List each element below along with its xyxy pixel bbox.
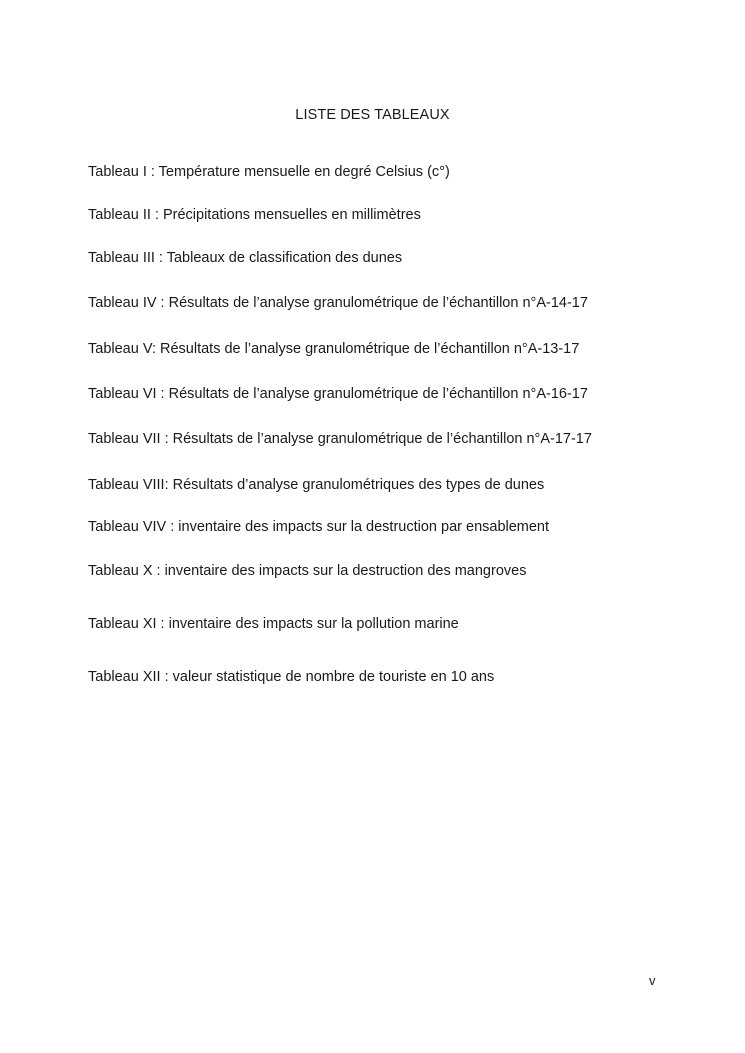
table-list-entry: Tableau IV : Résultats de l’analyse granulométrique de l’échantillon n°A-14-17 — [88, 295, 588, 311]
table-list-entry: Tableau VII : Résultats de l’analyse granulométrique de l’échantillon n°A-17-17 — [88, 431, 592, 447]
table-list-entry: Tableau III : Tableaux de classification des dunes — [88, 250, 403, 266]
table-list-entry: Tableau XII : valeur statistique de nombre de touriste en 10 ans — [88, 669, 495, 685]
page-title: LISTE DES TABLEAUX — [295, 107, 450, 123]
table-list-entry: Tableau XI : inventaire des impacts sur la pollution marine — [88, 616, 459, 632]
table-list-entry: Tableau VIII: Résultats d’analyse granulométriques des types de dunes — [88, 477, 545, 493]
table-list-entry: Tableau V: Résultats de l’analyse granulométrique de l’échantillon n°A-13-17 — [88, 341, 580, 357]
table-list-entry: Tableau VI : Résultats de l’analyse granulométrique de l’échantillon n°A-16-17 — [88, 386, 588, 402]
page-number: v — [649, 973, 656, 988]
table-list-entry: Tableau X : inventaire des impacts sur la destruction des mangroves — [88, 563, 527, 579]
table-list-entry: Tableau II : Précipitations mensuelles en millimètres — [88, 207, 421, 223]
table-list-entry: Tableau VIV : inventaire des impacts sur la destruction par ensablement — [88, 519, 550, 535]
table-list-entry: Tableau I : Température mensuelle en degré Celsius (c°) — [88, 164, 450, 180]
